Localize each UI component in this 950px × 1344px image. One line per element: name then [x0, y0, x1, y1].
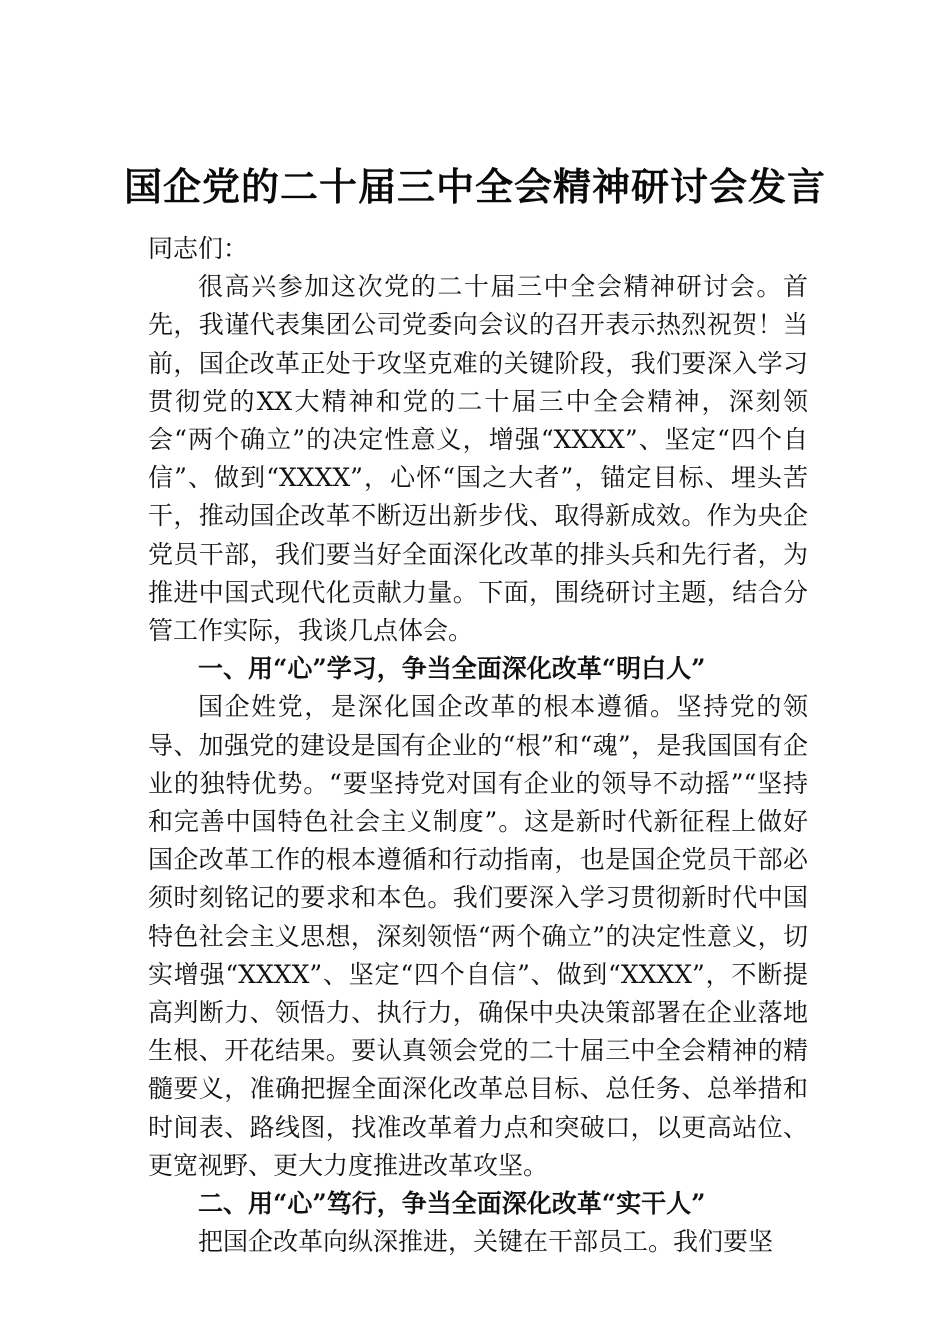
- section-1-paragraph: 国企姓党，是深化国企改革的根本遵循。坚持党的领导、加强党的建设是国有企业的“根”和“魂”，是我国国有企业的独特优势。“要坚持党对国有企业的领导不动摇”“坚持和完善中国特色社会主义制度”。这是新时代新征程上做好国企改革工作的根本遵循和行动指南，也是国企党员干部必须时刻铭记的要求和本色。我们要深入学习贯彻新时代中国特色社会主义思想，深刻领悟“两个确立”的决定性意义，切实增强“XXXX”、坚定“四个自信”、做到“XXXX”，不断提高判断力、领悟力、执行力，确保中央决策部署在企业落地生根、开花结果。要认真领会党的二十届三中全会精神的精髓要义，准确把握全面深化改革总目标、总任务、总举措和时间表、路线图，找准改革着力点和突破口，以更高站位、更宽视野、更大力度推进改革攻坚。: [148, 692, 808, 1180]
- salutation: 同志们：: [148, 234, 249, 263]
- document-title: 国企党的二十届三中全会精神研讨会发言: [123, 164, 826, 209]
- section-1-heading: 一、用“心”学习，争当全面深化改革“明白人”: [198, 654, 706, 684]
- section-2-heading: 二、用“心”笃行，争当全面深化改革“实干人”: [198, 1189, 706, 1219]
- document-body: [148, 230, 808, 1261]
- intro-paragraph: 很高兴参加这次党的二十届三中全会精神研讨会。首先，我谨代表集团公司党委向会议的召开表示热烈祝贺！当前，国企改革正处于攻坚克难的关键阶段，我们要深入学习贯彻党的XX大精神和党的二十届三中全会精神，深刻领会“两个确立”的决定性意义，增强“XXXX”、坚定“四个自信”、做到“XXXX”，心怀“国之大者”，锚定目标、埋头苦干，推动国企改革不断迈出新步伐、取得新成效。作为央企党员干部，我们要当好全面深化改革的排头兵和先行者，为推进中国式现代化贡献力量。下面，围绕研讨主题，结合分管工作实际，我谈几点体会。: [148, 272, 808, 646]
- section-2-paragraph: 把国企改革向纵深推进，关键在干部员工。我们要坚: [198, 1227, 774, 1257]
